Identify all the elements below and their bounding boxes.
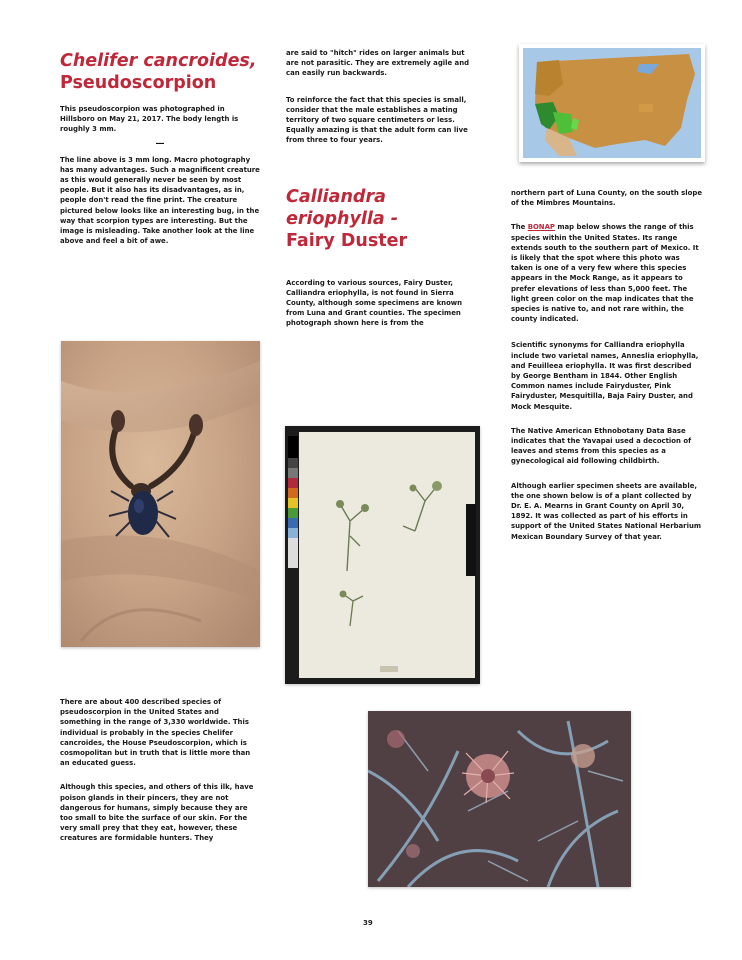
pseudoscorpion-image <box>61 341 260 647</box>
herbarium-sheet-image <box>285 426 480 684</box>
species-count-paragraph: There are about 400 described species of pseudoscorpion in the United States and something in the range of 3,330 worldwide. This individual is probably in the species Chelifer cancroides, the House Pseudoscorpion, which is cosmopolitan but in truth that is little more than an educated guess. <box>60 698 251 768</box>
fairy-duster-heading: Calliandra eriophylla - Fairy Duster <box>286 186 408 251</box>
herbarium-specimen-photo <box>285 426 480 684</box>
sources-paragraph: According to various sources, Fairy Duster, Calliandra eriophylla, is not found in Sierra County, although some specimens are known from Luna and Grant counties. The specimen photograph shown here is from the <box>286 278 463 328</box>
column-1-bottom <box>60 697 260 854</box>
scale-line: — <box>155 138 165 149</box>
pseudoscorpion-heading: Chelifer cancroides, Pseudoscorpion <box>60 51 257 93</box>
column-2 <box>286 48 476 339</box>
column-1 <box>60 50 260 256</box>
us-range-map-image <box>519 44 705 162</box>
luna-paragraph: northern part of Luna County, on the south slope of the Mimbres Mountains. <box>511 189 702 208</box>
macro-paragraph: The line above is 3 mm long. Macro photography has many advantages. Such a magnificent creature as this would generally never be seen by most people. But it also has its disadvantages, as in, people don't read the fine print. The creature pictured below looks like an interesting bug, in the way that scorpion types are interesting. But the image is misleading. Take another look at the line above and feel a bit of awe. <box>60 155 260 246</box>
territory-paragraph: To reinforce the fact that this species is small, consider that the male establishes a mating territory of two square centimeters or less. Equally amazing is that the adult form can live from three to four years. <box>286 95 468 145</box>
bonap-range-map <box>519 44 705 162</box>
hitch-paragraph: are said to "hitch" rides on larger animals but are not parasitic. They are extremely agile and can easily run backwards. <box>286 49 470 78</box>
pseudoscorpion-photo <box>61 341 260 647</box>
ethnobotany-paragraph: The Native American Ethnobotany Data Base indicates that the Yavapai used a decoction of leaves and stems from this species as a gynecological aid following childbirth. <box>511 426 692 466</box>
fairy-duster-photo <box>368 711 631 887</box>
specimen-paragraph: Although earlier specimen sheets are available, the one shown below is of a plant collected by Dr. E. A. Mearns in Grant County on April 30, 1892. It was collected as part of his efforts in support of the United States National Herbarium Mexican Boundary Survey of that year. <box>511 481 702 541</box>
intro-paragraph: This pseudoscorpion was photographed in Hillsboro on May 21, 2017. The body length is roughly 3 mm. <box>60 105 239 134</box>
fairy-duster-image <box>368 711 631 887</box>
synonyms-paragraph: Scientific synonyms for Calliandra eriophylla include two varietal names, Anneslia eriophylla, and Feuilleea eriophylla. It was first described by George Bentham in 1844. Other English Common names include Fairyduster, Pink Fairyduster, Mesquitilla, Baja Fairy Duster, and Mock Mesquite. <box>511 341 699 411</box>
bonap-link[interactable]: BONAP <box>527 223 555 232</box>
column-3 <box>511 188 703 552</box>
page-number: 39 <box>363 919 373 927</box>
bonap-paragraph: The BONAP map below shows the range of this species within the United States. Its range extends south to the southern part of Mexico. It is likely that the spot where this photo was taken is one of a very few where this species appears in the Mock Range, as it appears to prefer elevations of less than 5,000 feet. The light green color on the map indicates that the species is native to, and not rare within, the county indicated. <box>511 223 699 324</box>
poison-paragraph: Although this species, and others of this ilk, have poison glands in their pincers, they are not dangerous for humans, simply because they are too small to bite the surface of our skin. For the very small prey that they eat, however, these creatures are formidable hunters. They <box>60 783 254 843</box>
